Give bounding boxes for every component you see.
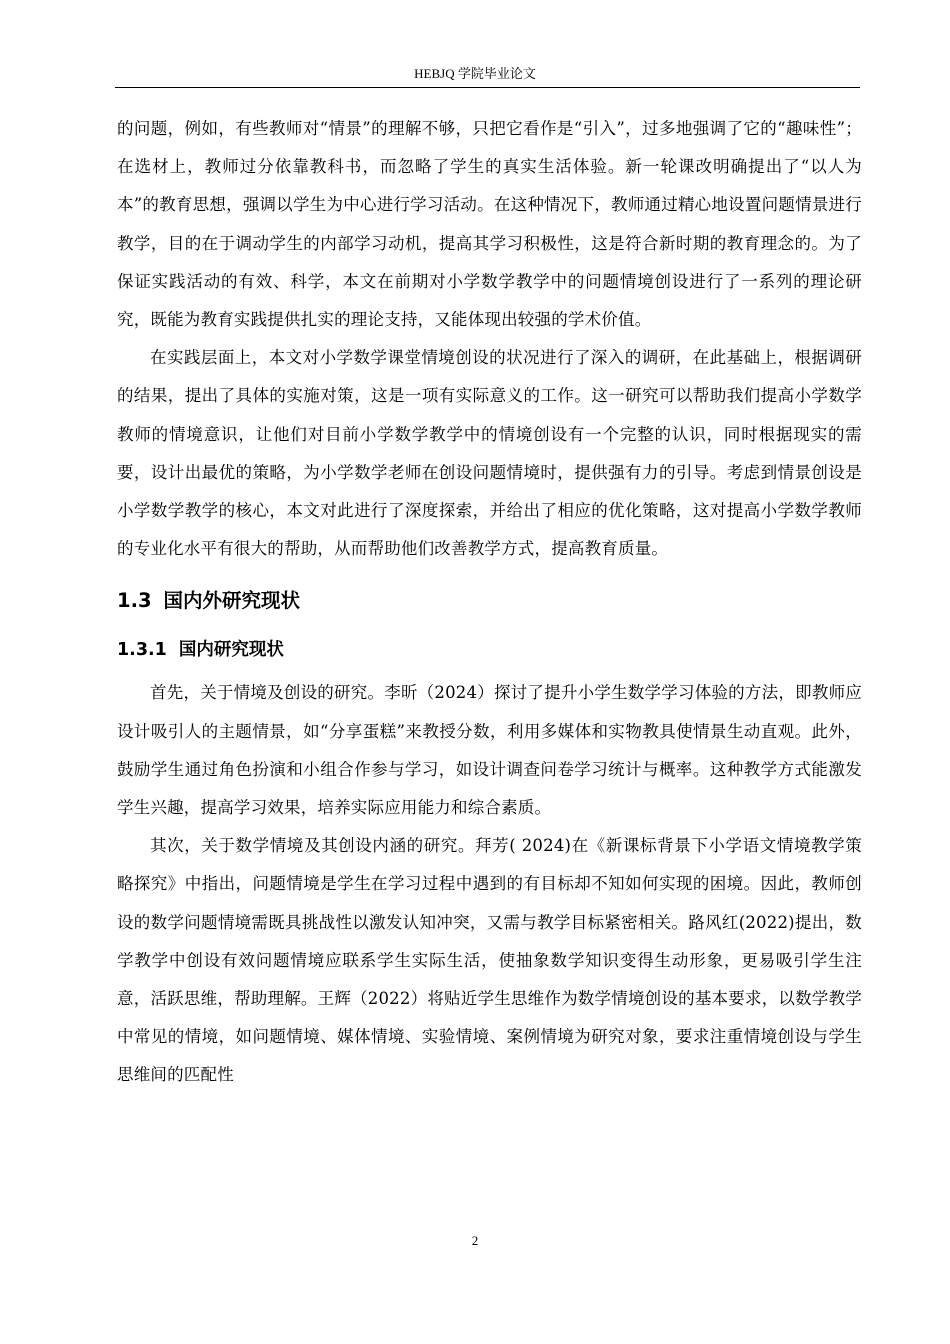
section-number: 1.3 bbox=[117, 589, 152, 613]
subsection-heading bbox=[117, 632, 862, 674]
section-heading bbox=[117, 568, 862, 632]
subsection-title: 国内研究现状 bbox=[178, 640, 284, 661]
subsection-number: 1.3.1 bbox=[117, 640, 167, 661]
header-rule bbox=[115, 87, 860, 88]
section-title: 国内外研究现状 bbox=[163, 589, 301, 613]
page-number: 2 bbox=[471, 1233, 479, 1248]
paragraph-practice: 在实践层面上，本文对小学数学课堂情境创设的状况进行了深入的调研，在此基础上，根据调研的结果，提出了具体的实施对策，这是一项有实际意义的工作。这一研究可以帮助我们提高小学数学教师的情境意识，让他们对目前小学数学教学中的情境创设有一个完整的认识，同时根据现实的需要，设计出最优的策略，为小学数学老师在创设问题情境时，提供强有力的引导。考虑到情景创设是小学数学教学的核心，本文对此进行了深度探索，并给出了相应的优化策略，这对提高小学数学教师的专业化水平有很大的帮助，从而帮助他们改善教学方式，提高教育质量。 bbox=[117, 348, 862, 559]
page-header: HEBJQ 学院毕业论文 bbox=[414, 66, 536, 81]
paragraph-continuation: 的问题，例如，有些教师对“情景”的理解不够，只把它看作是“引入”，过多地强调了它的“趣味性”；在选材上，教师过分依靠教科书，而忽略了学生的真实生活体验。新一轮课改明确提出了“以人为本”的教育思想，强调以学生为中心进行学习活动。在这种情况下，教师通过精心地设置问题情景进行教学，目的在于调动学生的内部学习动机，提高其学习积极性，这是符合新时期的教育理念的。为了保证实践活动的有效、科学，本文在前期对小学数学教学中的问题情境创设进行了一系列的理论研究，既能为教育实践提供扎实的理论支持，又能体现出较强的学术价值。 bbox=[117, 119, 862, 330]
document-body bbox=[117, 110, 862, 1095]
paragraph-first: 首先，关于情境及创设的研究。李昕（2024）探讨了提升小学生数学学习体验的方法，即教师应设计吸引人的主题情景，如“分享蛋糕”来教授分数，利用多媒体和实物教具使情景生动直观。此外，鼓励学生通过角色扮演和小组合作参与学习，如设计调查问卷学习统计与概率。这种教学方式能激发学生兴趣，提高学习效果，培养实际应用能力和综合素质。 bbox=[117, 683, 862, 818]
paragraph-second: 其次，关于数学情境及其创设内涵的研究。拜芳( 2024)在《新课标背景下小学语文情境教学策略探究》中指出，问题情境是学生在学习过程中遇到的有目标却不知如何实现的困境。因此，教师创设的数学问题情境需既具挑战性以激发认知冲突，又需与教学目标紧密相关。路风红(2022)提出，数学教学中创设有效问题情境应联系学生实际生活，使抽象数学知识变得生动形象，更易吸引学生注意，活跃思维，帮助理解。王辉（2022）将贴近学生思维作为数学情境创设的基本要求，以数学教学中常见的情境，如问题情境、媒体情境、实验情境、案例情境为研究对象，要求注重情境创设与学生思维间的匹配性 bbox=[117, 836, 862, 1085]
